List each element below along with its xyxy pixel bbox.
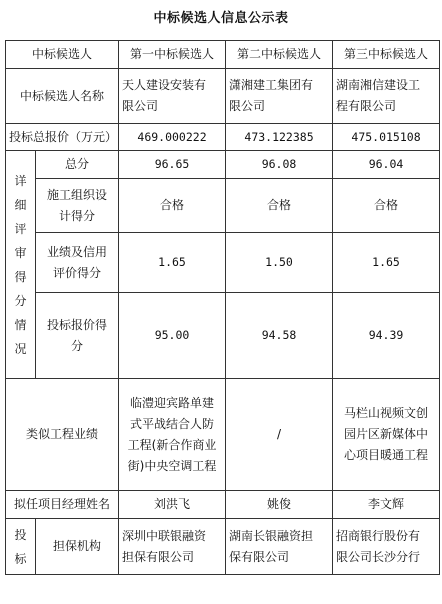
guarantee-second-line2: 保有限公司 — [229, 549, 290, 564]
name-first-line2: 限公司 — [122, 99, 159, 113]
detail-char-5: 分 — [14, 293, 27, 308]
header-row — [6, 41, 440, 69]
name-third — [333, 69, 440, 124]
total-label: 总分 — [36, 151, 119, 179]
total-second: 96.08 — [226, 151, 333, 179]
guarantee-group-label — [6, 519, 36, 575]
similar-second: / — [226, 379, 333, 491]
name-third-line2: 程有限公司 — [336, 99, 397, 113]
credit-label — [36, 233, 119, 293]
detail-char-0: 详 — [14, 173, 27, 188]
similar-label: 类似工程业绩 — [6, 379, 119, 491]
detail-char-4: 得 — [14, 269, 27, 284]
name-second — [226, 69, 333, 124]
bid-label — [36, 293, 119, 379]
name-first-line1: 天人建设安装有 — [122, 78, 207, 92]
bid-second: 94.58 — [226, 293, 333, 379]
guarantee-third — [333, 519, 440, 575]
detail-char-3: 审 — [14, 245, 27, 260]
similar-third-line2: 园片区新媒体中 — [344, 427, 429, 441]
similar-row — [6, 379, 440, 491]
guarantee-second-line1: 湖南长银融资担 — [229, 528, 314, 543]
design-label-line1: 施工组织设 — [47, 187, 108, 202]
price-third: 475.015108 — [333, 124, 440, 151]
guarantee-group-char-1: 投 — [14, 527, 27, 542]
similar-first-line1: 临澧迎宾路单建 — [130, 395, 215, 410]
credit-second: 1.50 — [226, 233, 333, 293]
guarantee-first-line1: 深圳中联银融资 — [122, 528, 207, 543]
name-third-line1: 湖南湘信建设工 — [336, 78, 421, 92]
name-second-line2: 限公司 — [229, 99, 266, 113]
similar-third — [333, 379, 440, 491]
credit-first: 1.65 — [119, 233, 226, 293]
manager-first: 刘洪飞 — [119, 491, 226, 519]
credit-third: 1.65 — [333, 233, 440, 293]
manager-second: 姚俊 — [226, 491, 333, 519]
name-first — [119, 69, 226, 124]
price-first: 469.000222 — [119, 124, 226, 151]
detail-group-label — [6, 151, 36, 379]
manager-label: 拟任项目经理姓名 — [6, 491, 119, 519]
guarantee-third-line1: 招商银行股份有 — [336, 528, 421, 543]
price-second: 473.122385 — [226, 124, 333, 151]
candidate-table — [5, 40, 440, 575]
total-first: 96.65 — [119, 151, 226, 179]
guarantee-first-line2: 担保有限公司 — [122, 549, 195, 564]
guarantee-row — [6, 519, 440, 575]
manager-row — [6, 491, 440, 519]
guarantee-label: 担保机构 — [36, 519, 119, 575]
similar-first-line2: 式平战结合人防 — [130, 416, 215, 431]
detail-char-2: 评 — [14, 221, 27, 236]
total-row — [6, 151, 440, 179]
similar-third-line1: 马栏山视频文创 — [344, 406, 429, 420]
guarantee-first — [119, 519, 226, 575]
name-row — [6, 69, 440, 124]
page-title: 中标候选人信息公示表 — [153, 11, 289, 26]
name-second-line1: 潇湘建工集团有 — [229, 78, 314, 92]
guarantee-second — [226, 519, 333, 575]
detail-char-7: 况 — [14, 341, 27, 356]
credit-row — [6, 233, 440, 293]
detail-char-6: 情 — [14, 317, 27, 332]
similar-first — [119, 379, 226, 491]
header-first: 第一中标候选人 — [119, 41, 226, 69]
bid-label-line1: 投标报价得 — [47, 317, 108, 332]
header-second: 第二中标候选人 — [226, 41, 333, 69]
name-label: 中标候选人名称 — [6, 69, 119, 124]
similar-first-line4: 街)中央空调工程 — [127, 458, 217, 473]
detail-char-1: 细 — [14, 197, 27, 212]
design-label — [36, 179, 119, 233]
manager-third: 李文辉 — [333, 491, 440, 519]
price-label: 投标总报价（万元） — [6, 124, 119, 151]
design-label-line2: 计得分 — [59, 208, 96, 223]
guarantee-third-line2: 限公司长沙分行 — [336, 549, 421, 564]
bid-third: 94.39 — [333, 293, 440, 379]
similar-first-line3: 工程(新合作商业 — [127, 437, 217, 452]
total-third: 96.04 — [333, 151, 440, 179]
design-first: 合格 — [119, 179, 226, 233]
bid-row — [6, 293, 440, 379]
credit-label-line1: 业绩及信用 — [47, 244, 108, 259]
header-third: 第三中标候选人 — [333, 41, 440, 69]
design-row — [6, 179, 440, 233]
bid-first: 95.00 — [119, 293, 226, 379]
design-third: 合格 — [333, 179, 440, 233]
price-row — [6, 124, 440, 151]
header-candidate: 中标候选人 — [6, 41, 119, 69]
guarantee-group-char-2: 标 — [14, 551, 27, 566]
bid-label-line2: 分 — [71, 338, 84, 353]
design-second: 合格 — [226, 179, 333, 233]
credit-label-line2: 评价得分 — [53, 265, 102, 280]
similar-third-line3: 心项目暖通工程 — [344, 448, 429, 462]
